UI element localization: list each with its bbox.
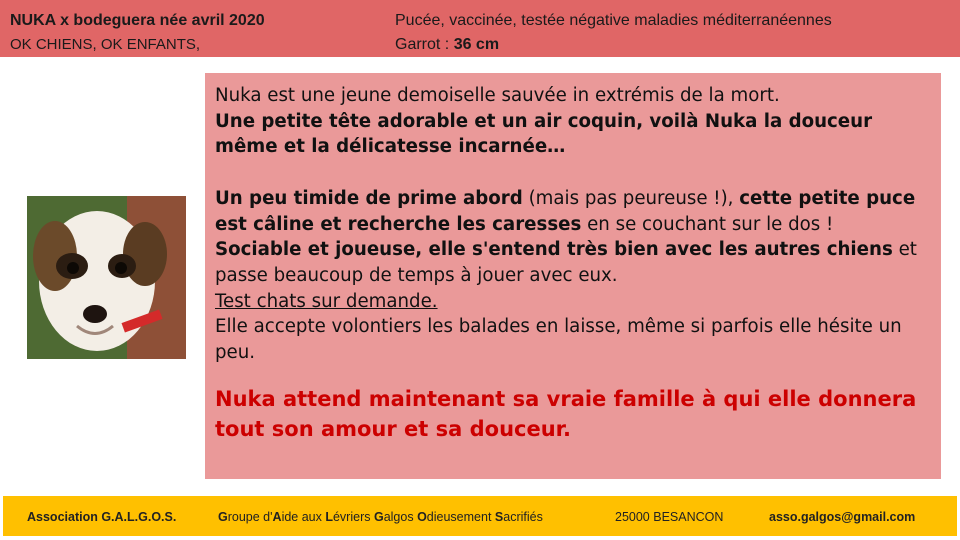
association-fullname bbox=[218, 510, 543, 524]
word-odieusement: dieusement bbox=[426, 510, 495, 524]
dog-photo bbox=[27, 196, 186, 359]
cat-test-note: Test chats sur demande. bbox=[215, 290, 438, 312]
garrot-info bbox=[395, 35, 499, 55]
temperament-text-b: en se couchant sur le dos ! bbox=[581, 213, 834, 235]
temperament-bold-b: cette petite puce est câline et recherche les caresses bbox=[215, 187, 916, 235]
sociability-text: et passe beaucoup de temps à jouer avec eux. bbox=[215, 239, 917, 286]
garrot-label: Garrot : bbox=[395, 36, 454, 53]
association-name: Association G.A.L.G.O.S. bbox=[27, 510, 177, 524]
word-sacrifies: acrifiés bbox=[503, 510, 543, 524]
initial-g: G bbox=[218, 510, 228, 524]
contact-email[interactable]: asso.galgos@gmail.com bbox=[769, 510, 916, 524]
footer-banner bbox=[3, 496, 957, 536]
word-aide: ide aux bbox=[281, 510, 326, 524]
dog-photo-illustration bbox=[27, 196, 186, 359]
word-groupe: roupe d' bbox=[227, 510, 273, 524]
closing-message: Nuka attend maintenant sa vraie famille à qui elle donnera tout son amour et sa douceur. bbox=[215, 386, 917, 441]
sociability-bold: Sociable et joueuse, elle s'entend très bien avec les autres chiens bbox=[215, 239, 893, 261]
health-note: Pucée, vaccinée, testée négative maladies méditerranéennes bbox=[395, 12, 832, 29]
garrot-value: 36 cm bbox=[453, 36, 500, 53]
word-levriers: évriers bbox=[332, 510, 374, 524]
leash-paragraph: Elle accepte volontiers les balades en laisse, même si parfois elle hésite un peu. bbox=[215, 316, 902, 364]
temperament-bold-a: Un peu timide de prime abord bbox=[215, 187, 523, 209]
location: 25000 BESANCON bbox=[615, 510, 724, 524]
compatibility-note: OK CHIENS, OK ENFANTS, bbox=[10, 36, 201, 53]
initial-g2: G bbox=[373, 510, 384, 524]
initial-o: O bbox=[417, 510, 427, 524]
temperament-paragraph bbox=[215, 186, 931, 237]
initial-a: A bbox=[272, 510, 282, 524]
header-banner bbox=[0, 0, 960, 57]
highlight-line: Une petite tête adorable et un air coquin, voilà Nuka la douceur même et la délicatesse incarnée… bbox=[215, 110, 873, 158]
description-box bbox=[205, 73, 941, 479]
spacer bbox=[215, 160, 931, 186]
temperament-text-a: (mais pas peureuse !), bbox=[522, 187, 740, 209]
intro-line: Nuka est une jeune demoiselle sauvée in extrémis de la mort. bbox=[215, 85, 780, 106]
initial-l: L bbox=[325, 510, 333, 524]
initial-s: S bbox=[494, 510, 504, 524]
sociability-paragraph bbox=[215, 237, 931, 288]
word-galgos: algos bbox=[383, 510, 418, 524]
dog-title: NUKA x bodeguera née avril 2020 bbox=[10, 12, 265, 29]
